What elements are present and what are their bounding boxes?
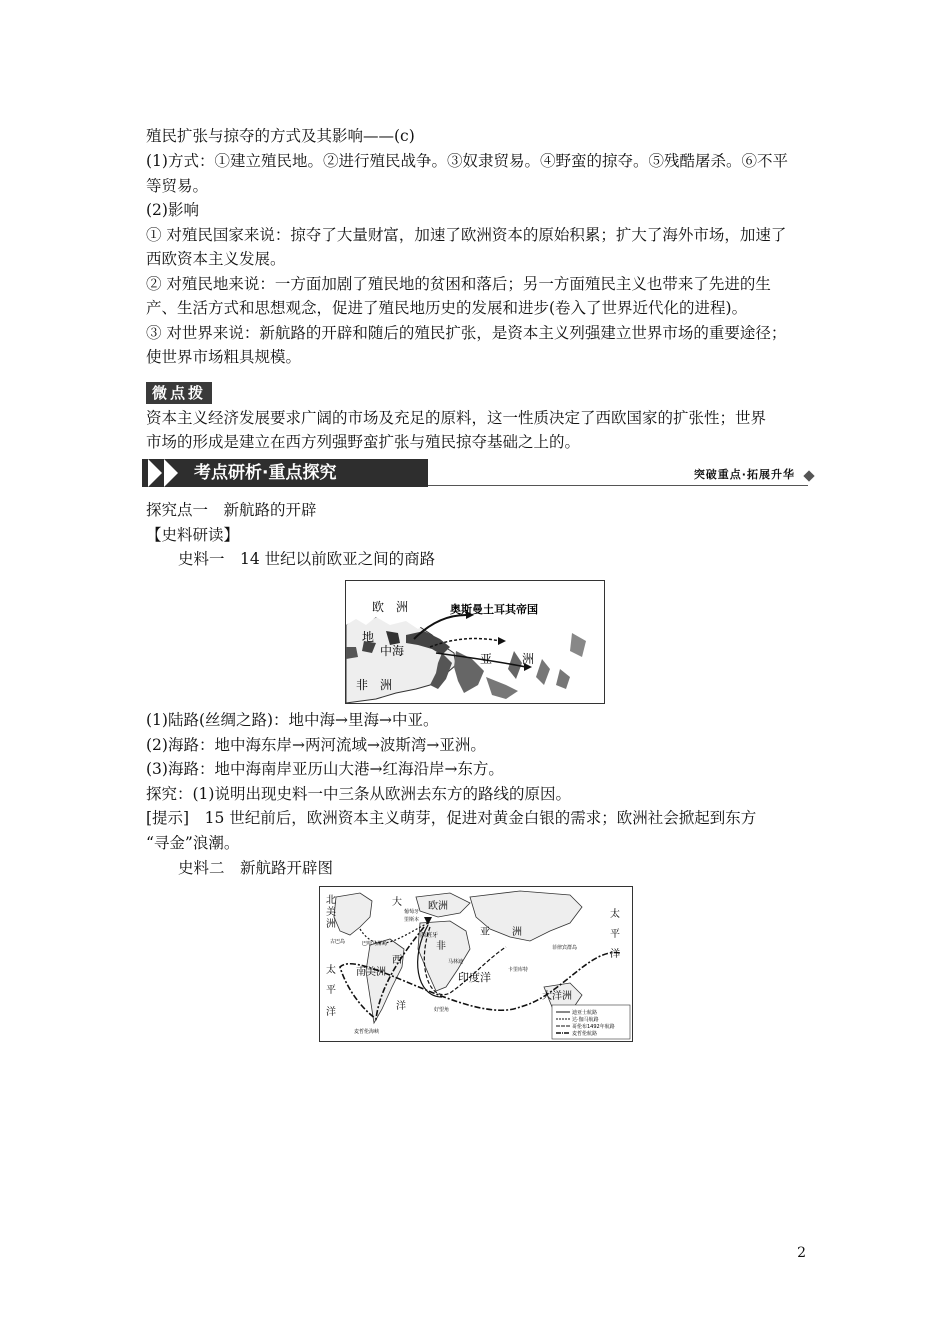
new-routes-map-drawing <box>320 887 632 1041</box>
label-south-america: 南美洲 <box>356 967 386 978</box>
tip-badge: 微点拨 <box>146 382 212 404</box>
methods-line-1: (1)方式：①建立殖民地。②进行殖民战争。③奴隶贸易。④野蛮的掠夺。⑤残酷屠杀。⑥不平 <box>146 152 788 170</box>
section-heading: 殖民扩张与掠夺的方式及其影响——(c) <box>146 127 415 145</box>
label-philippines: 菲律宾群岛 <box>552 945 578 951</box>
impact-1-line-2: 西欧资本主义发展。 <box>146 250 286 268</box>
impact-1-line-1: ① 对殖民国家来说：掠夺了大量财富，加速了欧洲资本的原始积累；扩大了海外市场，加速了 <box>146 226 787 244</box>
label-europe: 欧洲 <box>428 901 448 912</box>
legend-item: 麦哲伦航路 <box>572 1031 598 1037</box>
material-1-caption: 史料一 14 世纪以前欧亚之间的商路 <box>178 550 436 568</box>
label-pacific-right-3: 洋 <box>610 949 620 960</box>
label-na-3: 洲 <box>326 919 336 930</box>
chevron-icon <box>148 459 162 487</box>
route-1: (1)陆路(丝绸之路)：地中海→里海→中亚。 <box>146 711 439 729</box>
hint-line-1: [提示] 15 世纪前后，欧洲资本主义萌芽，促进对黄金白银的需求；欧洲社会掀起到东方 <box>146 809 757 827</box>
banner-title: 考点研析·重点探究 <box>194 463 337 483</box>
impact-2-line-2: 产、生活方式和思想观念，促进了殖民地历史的发展和进步(卷入了世界近代化的进程)。 <box>146 299 748 317</box>
label-di: 地 <box>362 630 375 644</box>
label-zhonghai: 中海 <box>380 644 405 658</box>
tip-line-1: 资本主义经济发展要求广阔的市场及充足的原料，这一性质决定了西欧国家的扩张性；世界 <box>146 409 767 427</box>
hint-line-2: “寻金”浪潮。 <box>146 834 240 852</box>
legend-item: 迪亚士航路 <box>572 1010 598 1016</box>
label-pacific-right-2: 平 <box>610 929 620 940</box>
diamond-icon <box>803 470 814 481</box>
banner-rule <box>428 485 808 486</box>
label-asia-a: 亚 <box>480 927 490 938</box>
label-oceania: 大洋洲 <box>542 991 572 1002</box>
material-2-caption: 史料二 新航路开辟图 <box>178 859 334 877</box>
page-number: 2 <box>797 1245 806 1261</box>
trade-route-map-drawing <box>346 581 604 703</box>
label-asia-a: 亚 <box>480 652 493 666</box>
label-indian-ocean: 印度洋 <box>458 971 491 984</box>
reading-heading: 【史料研读】 <box>146 526 240 544</box>
label-pacific-left-3: 洋 <box>326 1007 336 1018</box>
tip-line-2: 市场的形成是建立在西方列强野蛮扩张与殖民掠夺基础之上的。 <box>146 433 581 451</box>
section-banner <box>142 456 817 490</box>
label-asia-b: 洲 <box>512 927 522 938</box>
methods-line-2: 等贸易。 <box>146 177 209 195</box>
label-lisbon: 里斯本 <box>404 917 420 923</box>
label-na-1: 北 <box>326 895 336 906</box>
impact-heading: (2)影响 <box>146 201 199 219</box>
inquiry-point: 探究点一 新航路的开辟 <box>146 501 317 519</box>
label-pacific-left-2: 平 <box>326 985 336 996</box>
impact-3-line-2: 使世界市场粗具规模。 <box>146 348 302 366</box>
label-pacific-left-1: 太 <box>326 965 336 976</box>
label-europe: 欧 洲 <box>372 600 409 614</box>
label-portugal: 葡萄牙 <box>404 909 420 915</box>
route-2: (2)海路：地中海东岸→两河流域→波斯湾→亚洲。 <box>146 736 486 754</box>
label-cuba: 古巴岛 <box>330 939 346 945</box>
label-ottoman: 奥斯曼土耳其帝国 <box>450 603 538 616</box>
label-africa: 非 <box>436 941 446 952</box>
label-na-2: 美 <box>326 907 336 918</box>
label-africa: 非 洲 <box>356 678 393 692</box>
chevron-icon <box>164 459 178 487</box>
legend-item: 哥伦布1492年航路 <box>572 1024 615 1030</box>
impact-3-line-1: ③ 对世界来说：新航路的开辟和随后的殖民扩张，是资本主义列强建立世界市场的重要途径； <box>146 324 787 342</box>
label-pacific-right-1: 太 <box>610 909 620 920</box>
label-spain: 西班牙 <box>420 932 439 939</box>
route-3: (3)海路：地中海南岸亚历山大港→红海沿岸→东方。 <box>146 760 504 778</box>
banner-subtitle: 突破重点·拓展升华 <box>693 468 795 481</box>
label-atlantic-da: 大 <box>392 897 402 908</box>
label-cape: 好望角 <box>434 1007 450 1013</box>
label-magellan-strait: 麦哲伦海峡 <box>354 1029 380 1035</box>
label-atlantic-xi: 西 <box>392 955 402 966</box>
label-atlantic-yang: 洋 <box>396 1001 406 1012</box>
new-routes-map <box>319 886 633 1042</box>
label-asia-b: 洲 <box>522 652 535 666</box>
label-malindi: 马林迪 <box>448 959 464 965</box>
label-bahamas: 巴哈马群岛 <box>362 941 388 947</box>
inquiry-question: 探究：(1)说明出现史料一中三条从欧洲去东方的路线的原因。 <box>146 785 571 803</box>
legend-item: 达·伽马航路 <box>572 1017 599 1023</box>
label-calicut: 卡里库特 <box>508 967 529 973</box>
impact-2-line-1: ② 对殖民地来说：一方面加剧了殖民地的贫困和落后；另一方面殖民主义也带来了先进的生 <box>146 275 771 293</box>
trade-route-map <box>345 580 605 704</box>
